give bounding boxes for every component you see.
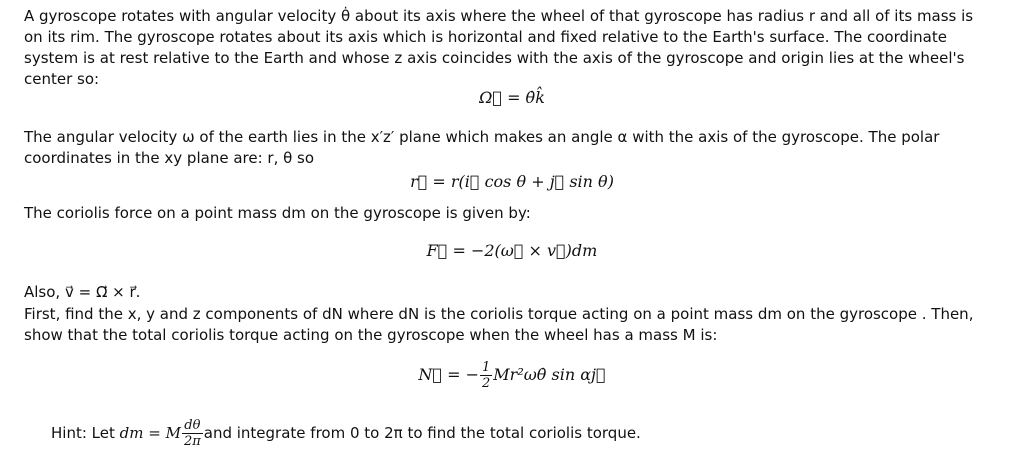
hint-dm-expression: dm = M bbox=[119, 424, 181, 442]
coriolis-force-paragraph: The coriolis force on a point mass dm on the gyroscope is given by: bbox=[24, 204, 531, 222]
equation-omega: Ω⃗ = θ̇k̂ bbox=[479, 88, 545, 107]
torque-fraction-denominator: 2 bbox=[482, 376, 491, 391]
task-paragraph: First, find the x, y and z components of dN where dN is the coriolis torque acting on a point mass dm on the gyroscope . Then, show that the total coriolis torque acting on the gyroscope when the wheel has a mass M is: bbox=[24, 305, 974, 344]
equation-coriolis-force: F⃗ = −2(ω⃗ × v⃗)dm bbox=[426, 241, 598, 260]
earth-angular-velocity-paragraph: The angular velocity ω of the earth lies in the x′z′ plane which makes an angle α with the axis of the gyroscope. The polar coordinates in the xy plane are: r, θ so bbox=[24, 128, 940, 167]
hint-fraction-denominator: 2π bbox=[183, 434, 201, 449]
hint-fraction-numerator: dθ bbox=[182, 418, 203, 434]
torque-lhs: N⃗ = − bbox=[418, 365, 479, 384]
torque-rhs: Mr²ωθ̇ sin αj⃗ bbox=[493, 365, 606, 384]
equation-total-torque bbox=[0, 360, 1024, 391]
hint-suffix: and integrate from 0 to 2π to find the total coriolis torque. bbox=[203, 424, 641, 442]
hint-prefix: Hint: Let bbox=[51, 424, 120, 442]
torque-fraction-numerator: 1 bbox=[482, 360, 491, 375]
torque-half-fraction bbox=[480, 360, 492, 391]
intro-paragraph: A gyroscope rotates with angular velocity θ̇ about its axis where the wheel of that gyroscope has radius r and all of its mass is on its rim. The gyroscope rotates about its axis which is horizontal and fixed relative to the Earth's surface. The coordinate system is at rest relative to the Earth and whose z axis coincides with the axis of the gyroscope and origin lies at the wheel's center so: bbox=[24, 7, 974, 88]
velocity-definition-text: Also, v⃗ = Ω⃗ × r⃗. bbox=[24, 283, 141, 301]
hint-line bbox=[51, 418, 641, 449]
equation-position-vector: r⃗ = r(i⃗ cos θ + j⃗ sin θ) bbox=[410, 172, 614, 191]
hint-fraction bbox=[182, 418, 203, 449]
